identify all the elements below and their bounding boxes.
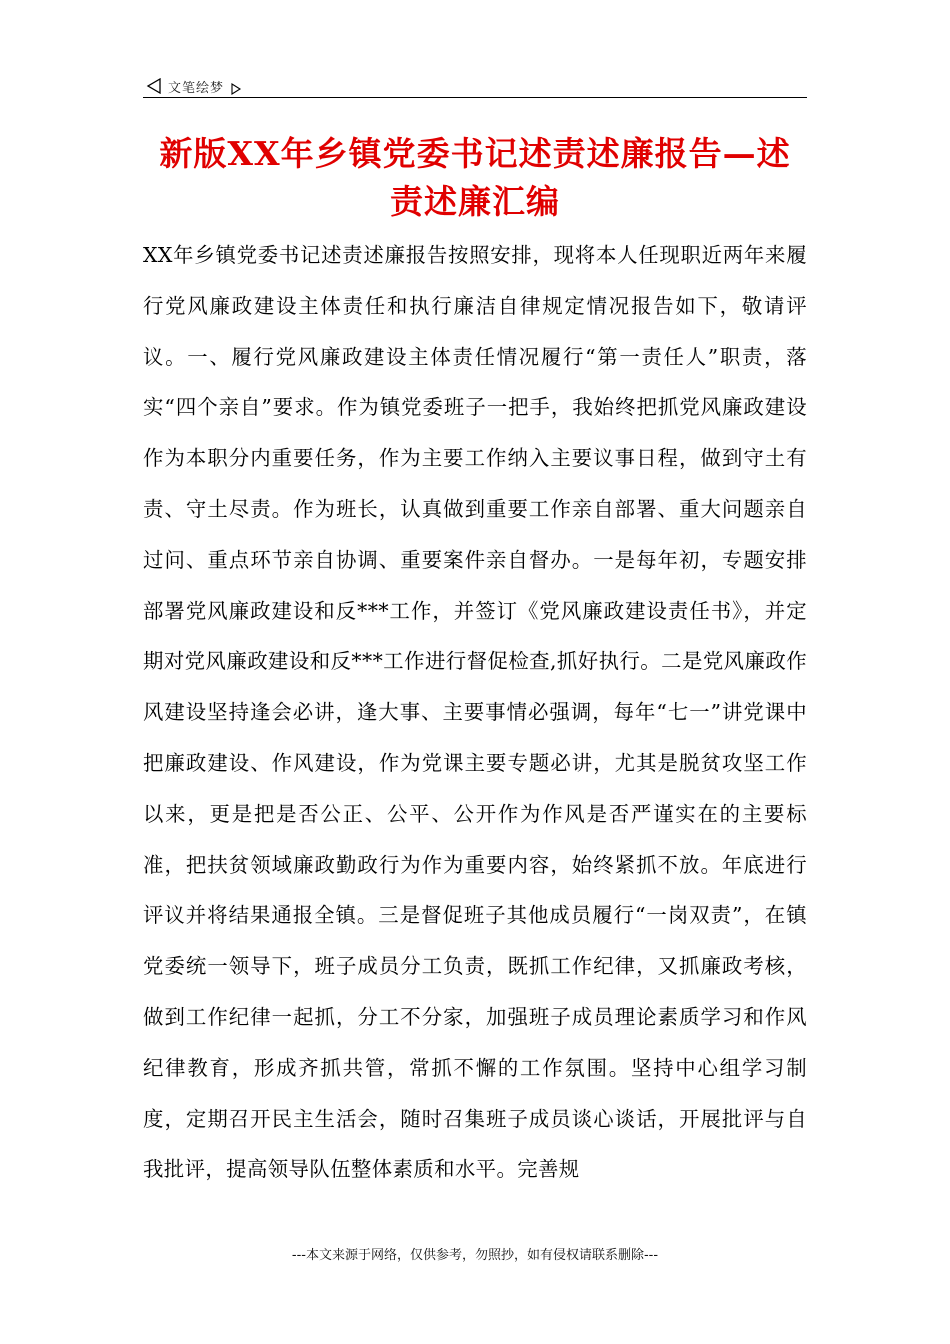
triangle-left-icon	[146, 78, 162, 94]
document-body: XX年乡镇党委书记述责述廉报告按照安排，现将本人任现职近两年来履行党风廉政建设主体责任和执行廉洁自律规定情况报告如下，敬请评议。一、履行党风廉政建设主体责任情况履行“第一责任人”职责，落实“四个亲自”要求。作为镇党委班子一把手，我始终把抓党风廉政建设作为本职分内重要任务，作为主要工作纳入主要议事日程，做到守土有责、守土尽责。作为班长，认真做到重要工作亲自部署、重大问题亲自过问、重点环节亲自协调、重要案件亲自督办。一是每年初，专题安排部署党风廉政建设和反***工作，并签订《党风廉政建设责任书》，并定期对党风廉政建设和反***工作进行督促检查,抓好执行。二是党风廉政作风建设坚持逢会必讲，逢大事、主要事情必强调，每年“七一”讲党课中把廉政建设、作风建设，作为党课主要专题必讲，尤其是脱贫攻坚工作以来，更是把是否公正、公平、公开作为作风是否严谨实在的主要标准，把扶贫领域廉政勤政行为作为重要内容，始终紧抓不放。年底进行评议并将结果通报全镇。三是督促班子其他成员履行“一岗双责”，在镇党委统一领导下，班子成员分工负责，既抓工作纪律，又抓廉政考核，做到工作纪律一起抓，分工不分家，加强班子成员理论素质学习和作风纪律教育，形成齐抓共管，常抓不懈的工作氛围。坚持中心组学习制度，定期召开民主生活会，随时召集班子成员谈心谈话，开展批评与自我批评，提高领导队伍整体素质和水平。完善规	[143, 243, 807, 1182]
page-header	[146, 74, 806, 98]
header-divider	[143, 97, 807, 98]
footer-disclaimer: ---本文来源于网络，仅供参考，勿照抄，如有侵权请联系删除---	[291, 1248, 659, 1263]
header-brand: 文笔绘梦	[168, 80, 225, 96]
document-title: 新版XX年乡镇党委书记述责述廉报告—述责述廉汇编	[159, 134, 791, 221]
triangle-right-icon	[230, 80, 242, 92]
